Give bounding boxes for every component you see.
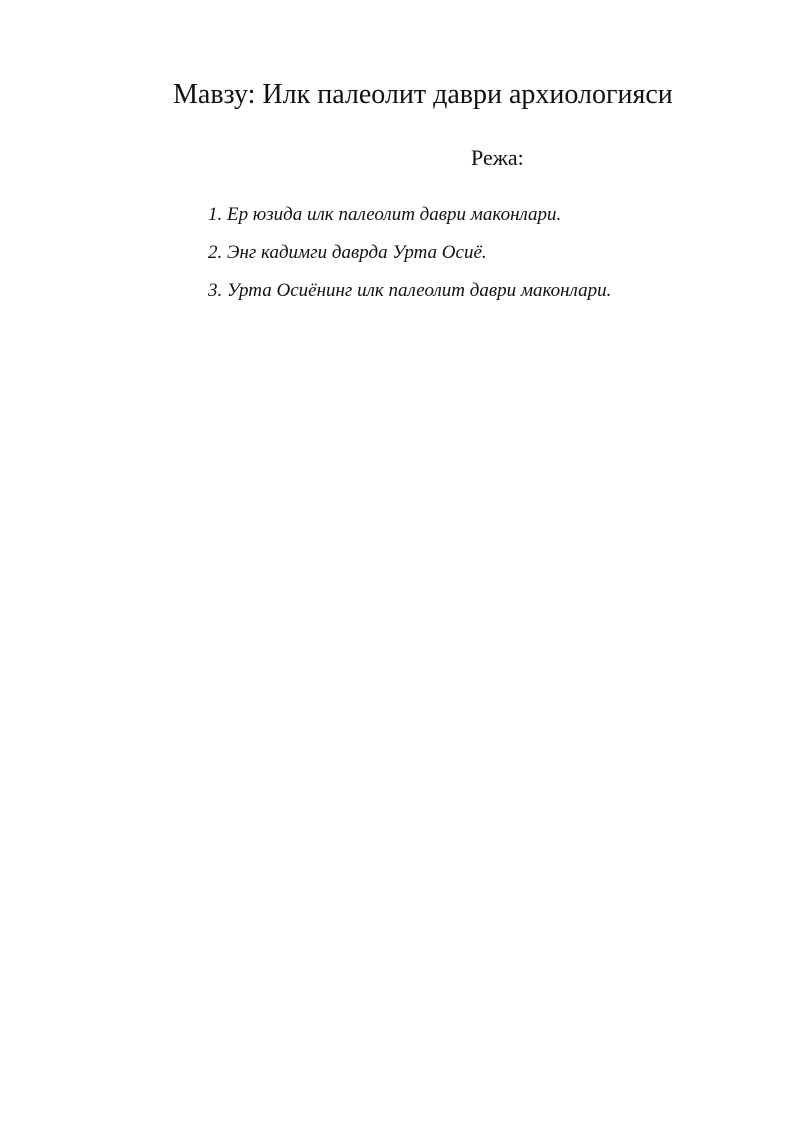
plan-list [208, 202, 611, 316]
plan-item-1: 1. Ер юзида илк палеолит даври маконлари. [208, 204, 562, 225]
document-title: Мавзу: Илк палеолит даври архиологияси [173, 79, 673, 110]
plan-item-2: 2. Энг кадимги даврда Урта Осиё. [208, 242, 487, 263]
plan-heading: Режа: [471, 145, 524, 170]
plan-item-3: 3. Урта Осиёнинг илк палеолит даври маконлари. [208, 280, 612, 301]
